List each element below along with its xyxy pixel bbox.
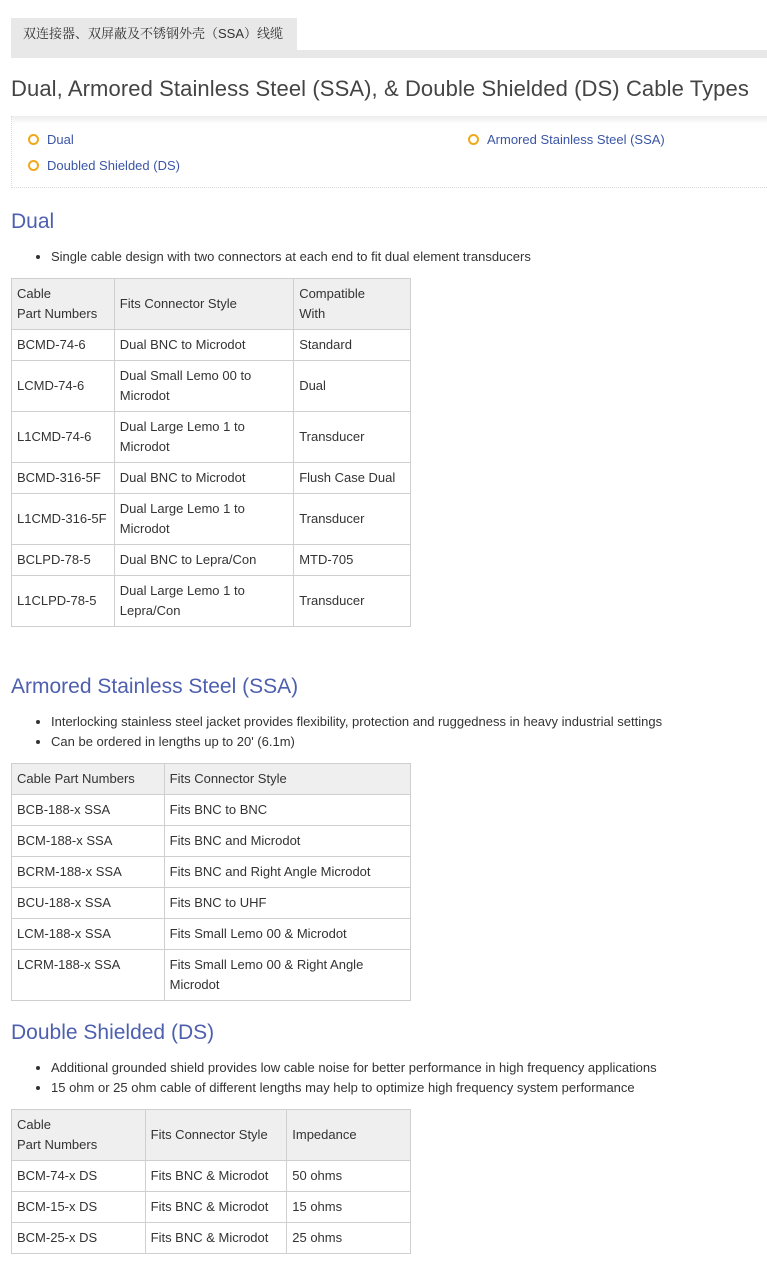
ssa-cable-table <box>11 763 411 1001</box>
table-row <box>12 545 411 576</box>
table-cell: BCU-188-x SSA <box>12 888 165 919</box>
column-header: Cable Part Numbers <box>12 764 165 795</box>
table-cell: L1CLPD-78-5 <box>12 576 115 627</box>
table-cell: Fits Small Lemo 00 & Right Angle Microdot <box>164 950 410 1001</box>
table-cell: Fits BNC & Microdot <box>145 1161 287 1192</box>
feature-item: • Interlocking stainless steel jacket provides flexibility, protection and ruggedness in heavy industrial settings <box>51 712 662 732</box>
table-row <box>12 361 411 412</box>
toc-link-label: Doubled Shielded (DS) <box>47 158 180 173</box>
feature-item: • 15 ohm or 25 ohm cable of different lengths may help to optimize high frequency system performance <box>51 1078 657 1098</box>
table-cell: BCLPD-78-5 <box>12 545 115 576</box>
table-row <box>12 950 411 1001</box>
column-header: Fits Connector Style <box>114 279 293 330</box>
column-header: Compatible With <box>294 279 411 330</box>
table-cell: BCM-188-x SSA <box>12 826 165 857</box>
table-of-contents <box>11 116 767 188</box>
toc-link-dual[interactable] <box>28 132 74 147</box>
table-cell: Dual Large Lemo 1 to Microdot <box>114 412 293 463</box>
table-cell: BCRM-188-x SSA <box>12 857 165 888</box>
table-cell: Dual Large Lemo 1 to Lepra/Con <box>114 576 293 627</box>
feature-list-ds <box>33 1058 657 1098</box>
table-cell: Fits BNC & Microdot <box>145 1223 287 1254</box>
table-cell: BCM-74-x DS <box>12 1161 146 1192</box>
table-cell: BCM-15-x DS <box>12 1192 146 1223</box>
table-cell: Dual BNC to Lepra/Con <box>114 545 293 576</box>
table-cell: LCMD-74-6 <box>12 361 115 412</box>
table-cell: 15 ohms <box>287 1192 411 1223</box>
table-cell: Standard <box>294 330 411 361</box>
circle-bullet-icon <box>468 134 479 145</box>
toc-link-ds[interactable] <box>28 158 180 173</box>
table-cell: Dual BNC to Microdot <box>114 463 293 494</box>
table-cell: Flush Case Dual <box>294 463 411 494</box>
circle-bullet-icon <box>28 160 39 171</box>
toc-link-ssa[interactable] <box>468 132 665 147</box>
section-heading-dual: Dual <box>11 210 55 233</box>
table-cell: BCM-25-x DS <box>12 1223 146 1254</box>
tab-cable-types[interactable]: 双连接器、双屏蔽及不锈钢外壳（SSA）线缆 <box>11 18 297 58</box>
table-cell: Dual BNC to Microdot <box>114 330 293 361</box>
table-row <box>12 330 411 361</box>
feature-item: • Single cable design with two connectors at each end to fit dual element transducers <box>51 247 531 267</box>
feature-item: • Can be ordered in lengths up to 20' (6.1m) <box>51 732 662 752</box>
column-header: Cable Part Numbers <box>12 1110 146 1161</box>
table-cell: 50 ohms <box>287 1161 411 1192</box>
table-row <box>12 463 411 494</box>
table-row <box>12 1192 411 1223</box>
table-cell: LCM-188-x SSA <box>12 919 165 950</box>
table-cell: Fits BNC and Microdot <box>164 826 410 857</box>
section-heading-ssa: Armored Stainless Steel (SSA) <box>11 675 299 698</box>
circle-bullet-icon <box>28 134 39 145</box>
table-cell: Dual Large Lemo 1 to Microdot <box>114 494 293 545</box>
table-row <box>12 412 411 463</box>
table-row <box>12 919 411 950</box>
table-row <box>12 826 411 857</box>
tab-bar <box>11 18 767 58</box>
table-row <box>12 888 411 919</box>
feature-item: • Additional grounded shield provides low cable noise for better performance in high frequency applications <box>51 1058 657 1078</box>
dual-cable-table <box>11 278 411 627</box>
page-title: Dual, Armored Stainless Steel (SSA), & Double Shielded (DS) Cable Types <box>11 76 749 101</box>
section-heading-ds: Double Shielded (DS) <box>11 1021 215 1044</box>
column-header: Fits Connector Style <box>145 1110 287 1161</box>
table-cell: Fits BNC to UHF <box>164 888 410 919</box>
table-row <box>12 1161 411 1192</box>
column-header: Fits Connector Style <box>164 764 410 795</box>
table-cell: L1CMD-316-5F <box>12 494 115 545</box>
table-header-row <box>12 764 411 795</box>
table-cell: Fits BNC and Right Angle Microdot <box>164 857 410 888</box>
table-row <box>12 576 411 627</box>
feature-list-dual <box>33 247 531 267</box>
table-header-row <box>12 1110 411 1161</box>
table-cell: Fits Small Lemo 00 & Microdot <box>164 919 410 950</box>
table-cell: Transducer <box>294 412 411 463</box>
ds-cable-table <box>11 1109 411 1254</box>
table-cell: LCRM-188-x SSA <box>12 950 165 1001</box>
table-cell: L1CMD-74-6 <box>12 412 115 463</box>
table-row <box>12 1223 411 1254</box>
column-header: Cable Part Numbers <box>12 279 115 330</box>
table-cell: BCMD-316-5F <box>12 463 115 494</box>
table-header-row <box>12 279 411 330</box>
feature-list-ssa <box>33 712 662 752</box>
table-cell: Transducer <box>294 576 411 627</box>
table-row <box>12 494 411 545</box>
table-row <box>12 795 411 826</box>
table-cell: MTD-705 <box>294 545 411 576</box>
table-cell: Transducer <box>294 494 411 545</box>
table-cell: Dual <box>294 361 411 412</box>
toc-link-label: Armored Stainless Steel (SSA) <box>487 132 665 147</box>
column-header: Impedance <box>287 1110 411 1161</box>
table-cell: Fits BNC & Microdot <box>145 1192 287 1223</box>
table-cell: BCMD-74-6 <box>12 330 115 361</box>
table-row <box>12 857 411 888</box>
table-cell: BCB-188-x SSA <box>12 795 165 826</box>
table-cell: 25 ohms <box>287 1223 411 1254</box>
table-cell: Fits BNC to BNC <box>164 795 410 826</box>
table-cell: Dual Small Lemo 00 to Microdot <box>114 361 293 412</box>
toc-link-label: Dual <box>47 132 74 147</box>
